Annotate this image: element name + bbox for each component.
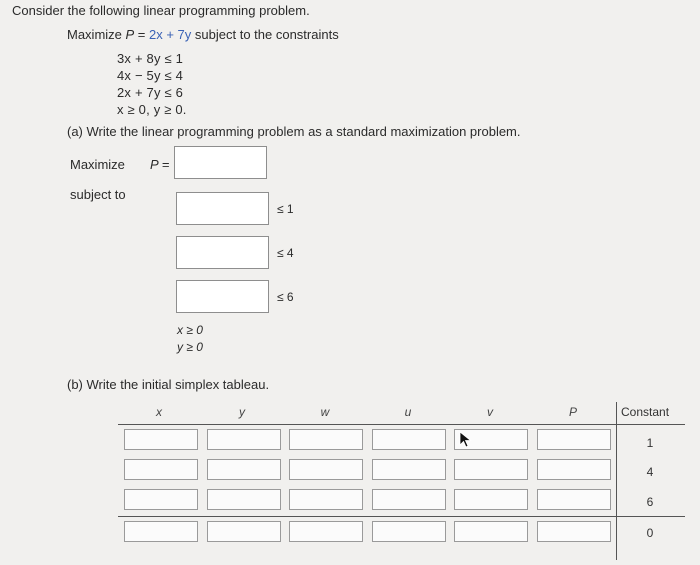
constraint-3: 2x + 7y ≤ 6 [117, 85, 184, 100]
subject-to-label: subject to [70, 187, 126, 202]
tableau-cell-row2-u[interactable] [372, 459, 446, 480]
tableau-cell-row4-y[interactable] [207, 521, 281, 542]
tableau-cell-row2-x[interactable] [124, 459, 198, 480]
tableau-cell-row3-p[interactable] [537, 489, 611, 510]
constant-row-1: 1 [646, 436, 654, 450]
objective-p: P [125, 27, 135, 42]
header-u: u [404, 405, 412, 419]
header-x: x [156, 405, 162, 419]
tableau-cell-row4-p[interactable] [537, 521, 611, 542]
tableau-cell-row1-y[interactable] [207, 429, 281, 450]
tableau-cell-row4-w[interactable] [289, 521, 363, 542]
header-constant: Constant [621, 405, 670, 419]
nonneg-x: x ≥ 0 [177, 323, 203, 337]
header-w: w [320, 405, 330, 419]
objective-expression: 2x + 7y [149, 27, 192, 42]
tableau-cell-row2-p[interactable] [537, 459, 611, 480]
tableau-cell-row1-w[interactable] [289, 429, 363, 450]
tableau-cell-row1-u[interactable] [372, 429, 446, 450]
tableau-cell-row3-v[interactable] [454, 489, 528, 510]
constraint-input-3[interactable] [176, 280, 269, 313]
intro-text: Consider the following linear programming problem. [12, 3, 310, 18]
constraint-input-2[interactable] [176, 236, 269, 269]
tableau-objective-line [118, 516, 685, 517]
tableau-cell-row4-x[interactable] [124, 521, 198, 542]
tableau-cell-row3-x[interactable] [124, 489, 198, 510]
objective-input[interactable] [174, 146, 267, 179]
objective-line [67, 27, 339, 42]
tableau-top-line [118, 424, 685, 425]
part-b-question: (b) Write the initial simplex tableau. [67, 377, 270, 392]
ineq-2: ≤ 4 [277, 246, 294, 260]
objective-eq: = [134, 27, 150, 42]
constraint-input-1[interactable] [176, 192, 269, 225]
objective-suffix: subject to the constraints [191, 27, 339, 42]
tableau-cell-row2-v[interactable] [454, 459, 528, 480]
tableau-cell-row3-y[interactable] [207, 489, 281, 510]
tableau-cell-row4-v[interactable] [454, 521, 528, 542]
ineq-1: ≤ 1 [277, 202, 294, 216]
tableau-cell-row1-x[interactable] [124, 429, 198, 450]
constant-row-2: 4 [646, 465, 654, 479]
tableau-cell-row1-p[interactable] [537, 429, 611, 450]
constant-row-3: 6 [646, 495, 654, 509]
tableau-cell-row2-y[interactable] [207, 459, 281, 480]
tableau-constant-divider [616, 402, 617, 560]
maximize-label: Maximize [70, 157, 125, 172]
ineq-3: ≤ 6 [277, 290, 294, 304]
constraint-2: 4x − 5y ≤ 4 [117, 68, 184, 83]
tableau-cell-row3-u[interactable] [372, 489, 446, 510]
header-p: P [568, 405, 577, 419]
tableau-cell-row3-w[interactable] [289, 489, 363, 510]
nonneg-y: y ≥ 0 [177, 340, 203, 354]
part-a-question: (a) Write the linear programming problem as a standard maximization problem. [67, 124, 521, 139]
objective-prefix: Maximize [67, 27, 126, 42]
constraint-1: 3x + 8y ≤ 1 [117, 51, 184, 66]
p-equals-label: P = [150, 157, 170, 172]
constant-row-4: 0 [646, 526, 654, 540]
header-y: y [239, 405, 245, 419]
constraint-nonneg: x ≥ 0, y ≥ 0. [117, 102, 187, 117]
tableau-cell-row4-u[interactable] [372, 521, 446, 542]
header-v: v [487, 405, 493, 419]
tableau-cell-row2-w[interactable] [289, 459, 363, 480]
mouse-pointer-icon [459, 431, 473, 449]
